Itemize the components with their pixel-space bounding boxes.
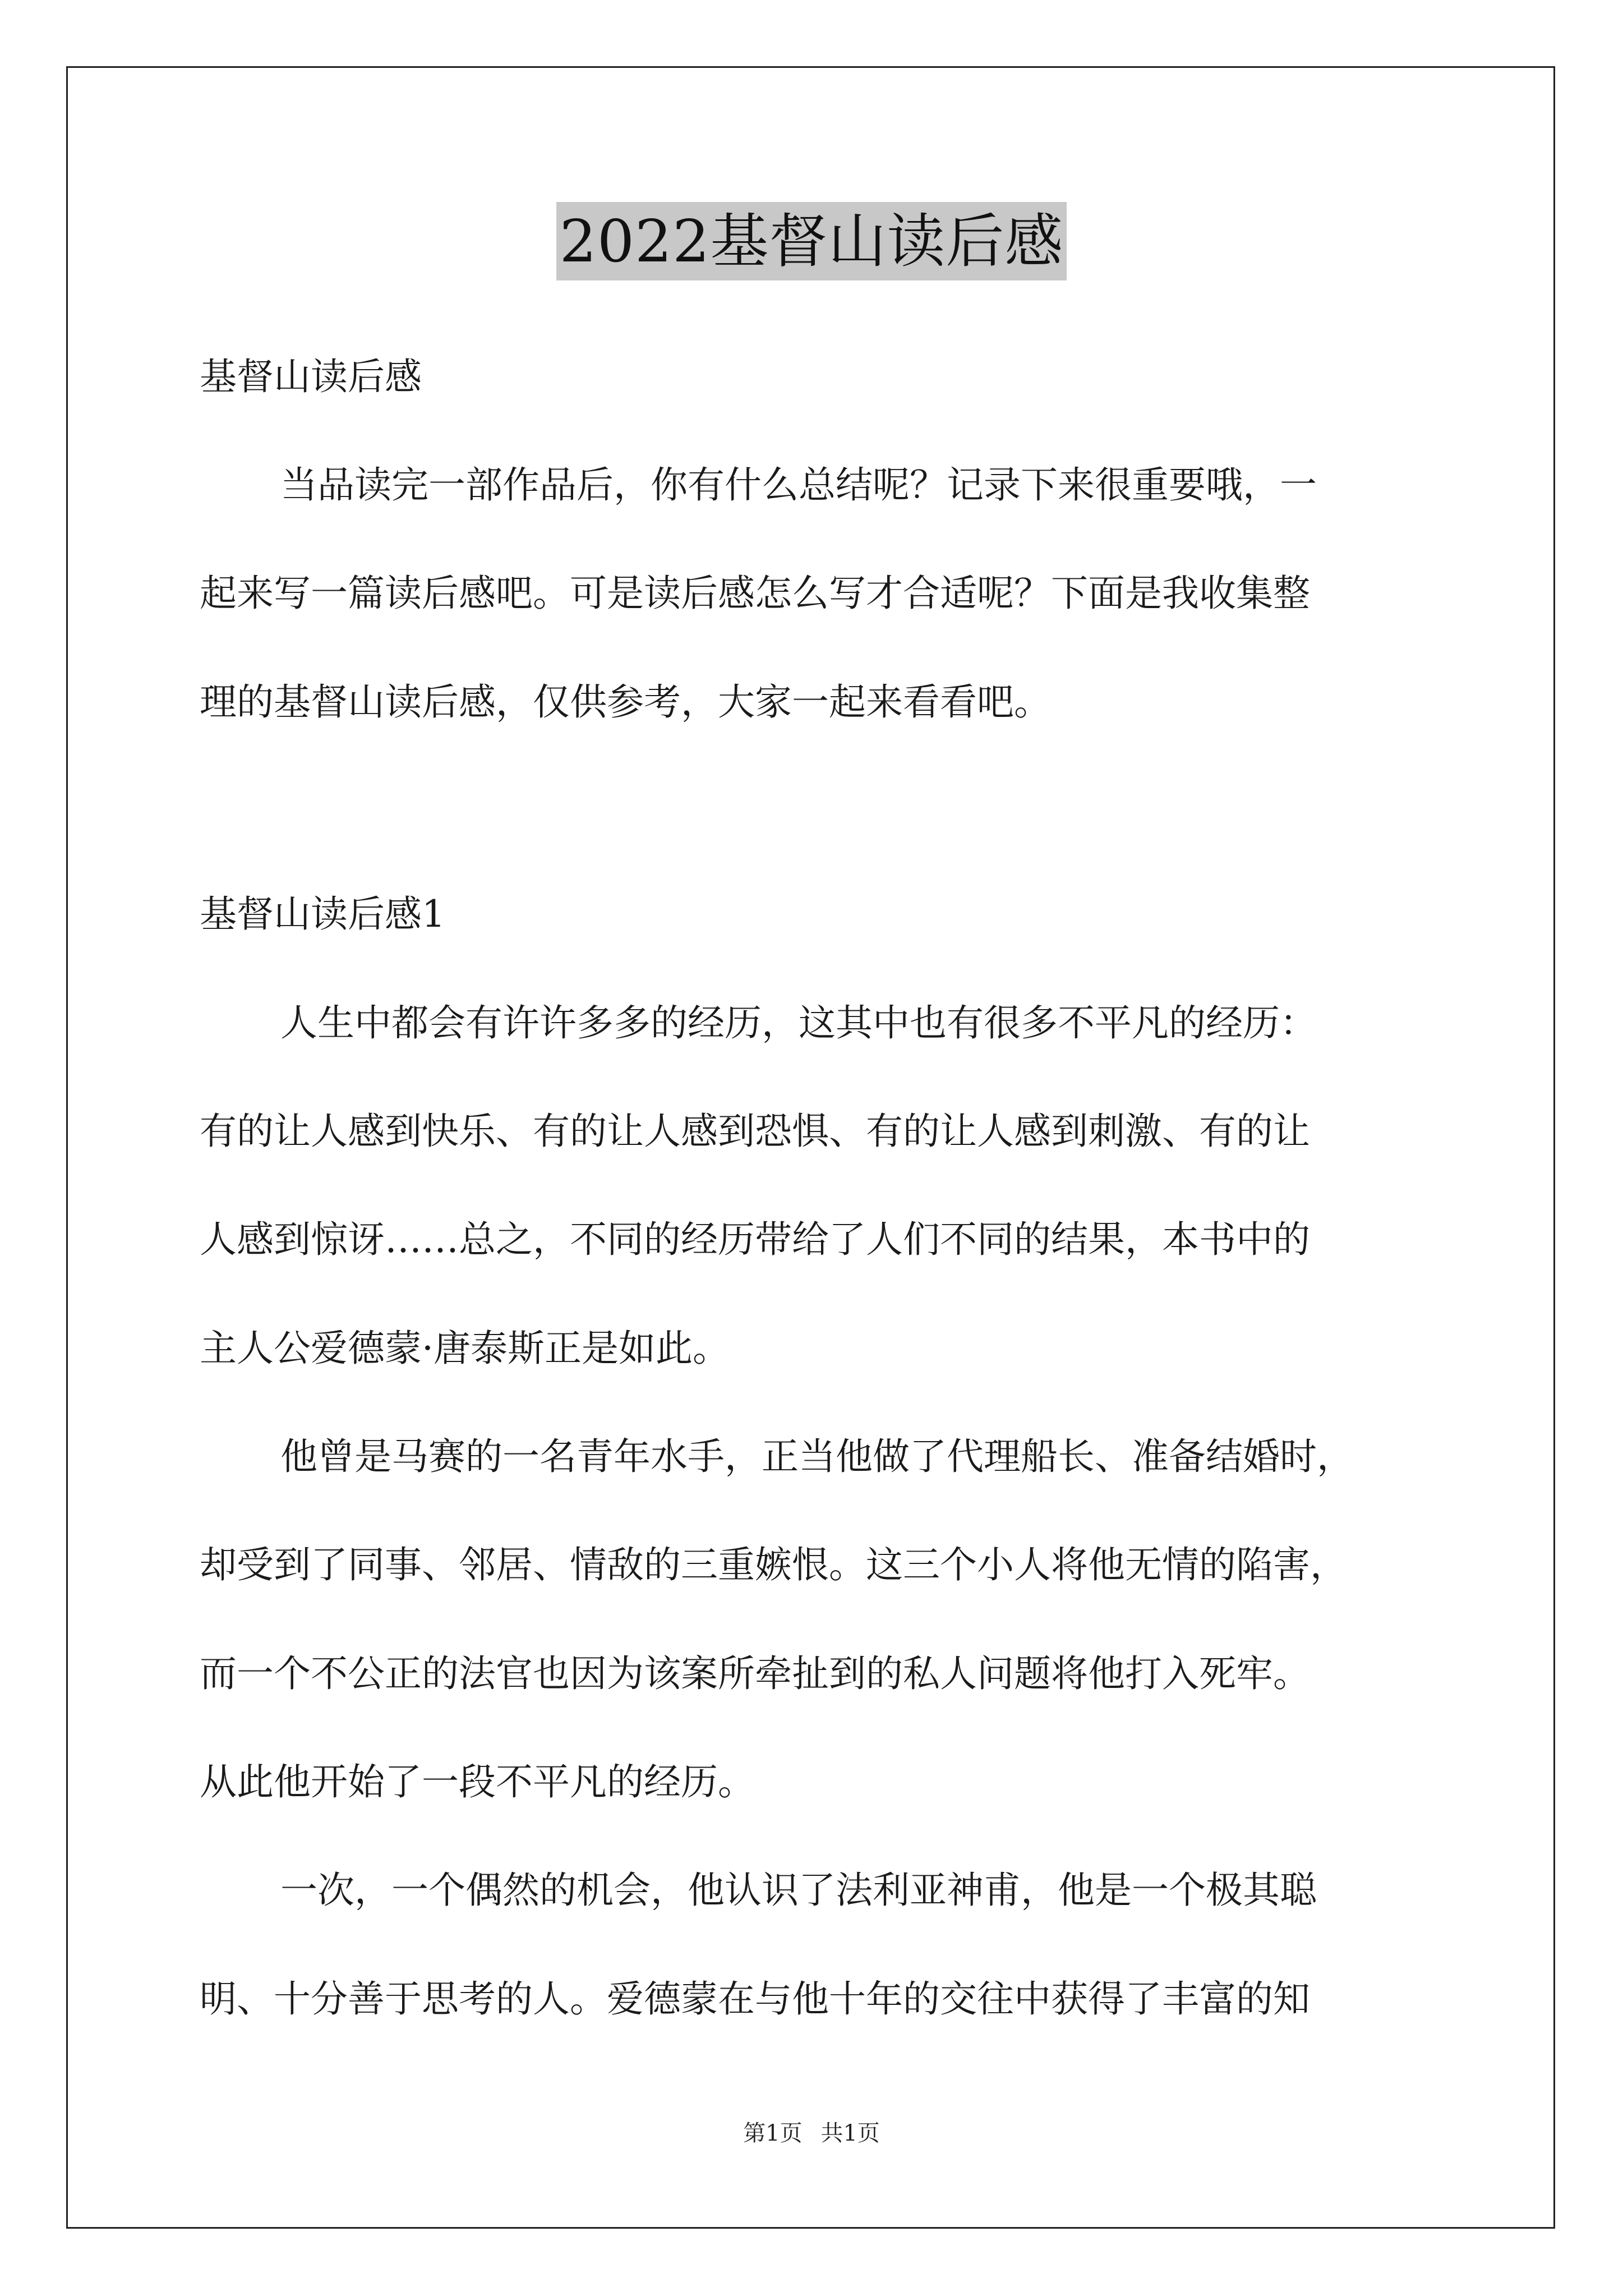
paragraph-line: 从此他开始了一段不平凡的经历。 bbox=[200, 1760, 755, 1803]
document-title: 2022基督山读后感 bbox=[556, 202, 1067, 280]
intro-line: 理的基督山读后感，仅供参考，大家一起来看看吧。 bbox=[200, 680, 1051, 724]
intro-line: 当品读完一部作品后，你有什么总结呢？记录下来很重要哦，一 bbox=[280, 463, 1317, 507]
title-container bbox=[0, 202, 1623, 280]
paragraph-line: 人感到惊讶……总之，不同的经历带给了人们不同的结果，本书中的 bbox=[200, 1218, 1310, 1261]
intro-line: 起来写一篇读后感吧。可是读后感怎么写才合适呢？下面是我收集整 bbox=[200, 572, 1310, 615]
paragraph-line: 他曾是马赛的一名青年水手，正当他做了代理船长、准备结婚时， bbox=[280, 1435, 1354, 1478]
paragraph-line: 而一个不公正的法官也因为该案所牵扯到的私人问题将他打入死牢。 bbox=[200, 1652, 1310, 1695]
paragraph-line: 一次，一个偶然的机会，他认识了法利亚神甫，他是一个极其聪 bbox=[280, 1869, 1317, 1912]
section-heading-1: 基督山读后感1 bbox=[200, 892, 445, 936]
page-number-total: 共1页 bbox=[820, 2120, 880, 2146]
paragraph-line: 主人公爱德蒙·唐泰斯正是如此。 bbox=[200, 1327, 730, 1370]
paragraph-line: 人生中都会有许许多多的经历，这其中也有很多不平凡的经历： bbox=[280, 1001, 1317, 1045]
paragraph-line: 有的让人感到快乐、有的让人感到恐惧、有的让人感到刺激、有的让 bbox=[200, 1110, 1310, 1153]
paragraph-line: 明、十分善于思考的人。爱德蒙在与他十年的交往中获得了丰富的知 bbox=[200, 1977, 1310, 2021]
page-footer bbox=[0, 2119, 1623, 2147]
paragraph-line: 却受到了同事、邻居、情敌的三重嫉恨。这三个小人将他无情的陷害， bbox=[200, 1543, 1347, 1586]
page-number-current: 第1页 bbox=[743, 2120, 803, 2146]
section-heading-main: 基督山读后感 bbox=[200, 355, 422, 398]
